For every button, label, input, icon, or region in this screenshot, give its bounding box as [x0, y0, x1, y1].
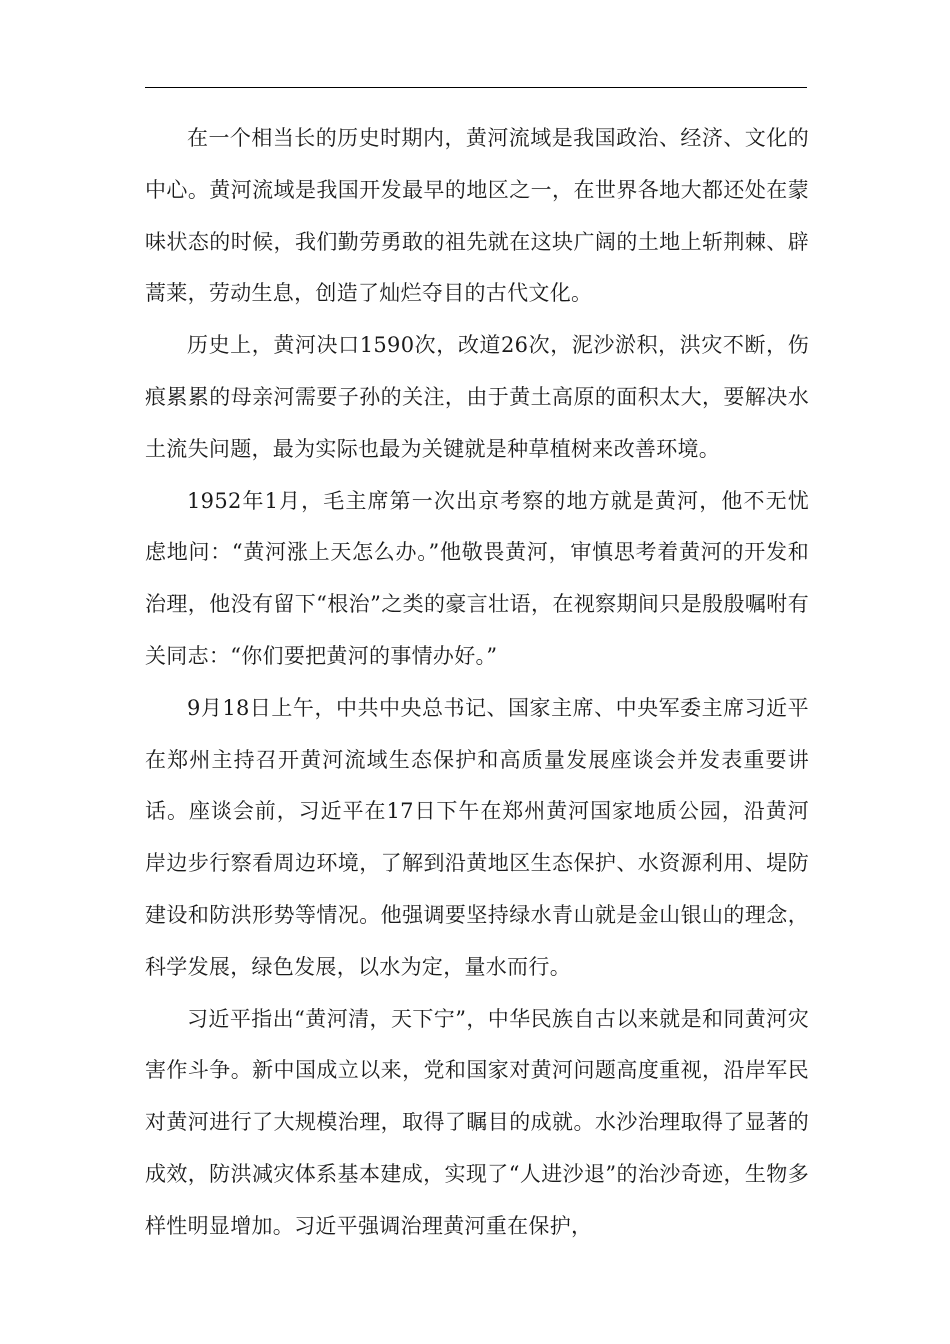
- paragraph-5: 习近平指出“黄河清，天下宁”，中华民族自古以来就是和同黄河灾害作斗争。新中国成立以来，党和国家对黄河问题高度重视，沿岸军民对黄河进行了大规模治理，取得了瞩目的成就。水沙治理取得了显著的成效，防洪减灾体系基本建成，实现了“人进沙退”的治沙奇迹，生物多样性明显增加。习近平强调治理黄河重在保护，: [145, 1006, 809, 1238]
- paragraph-1: 在一个相当长的历史时期内，黄河流域是我国政治、经济、文化的中心。黄河流域是我国开发最早的地区之一，在世界各地大都还处在蒙味状态的时候，我们勤劳勇敢的祖先就在这块广阔的土地上斩荆棘、辟蒿莱，劳动生息，创造了灿烂夺目的古代文化。: [145, 126, 809, 306]
- document-body: [145, 113, 809, 1253]
- paragraph-4: 9月18日上午，中共中央总书记、国家主席、中央军委主席习近平在郑州主持召开黄河流域生态保护和高质量发展座谈会并发表重要讲话。座谈会前，习近平在17日下午在郑州黄河国家地质公园，沿黄河岸边步行察看周边环境，了解到沿黄地区生态保护、水资源利用、堤防建设和防洪形势等情况。他强调要坚持绿水青山就是金山银山的理念，科学发展，绿色发展，以水为定，量水而行。: [145, 695, 809, 979]
- header-rule: [145, 87, 807, 88]
- paragraph-2: 历史上，黄河决口1590次，改道26次，泥沙淤积，洪灾不断，伤痕累累的母亲河需要子孙的关注，由于黄土高原的面积太大，要解决水土流失问题，最为实际也最为关键就是种草植树来改善环境。: [145, 333, 809, 461]
- paragraph-3: 1952年1月，毛主席第一次出京考察的地方就是黄河，他不无忧虑地问：“黄河涨上天怎么办。”他敬畏黄河，审慎思考着黄河的开发和治理，他没有留下“根治”之类的豪言壮语，在视察期间只是殷殷嘱咐有关同志：“你们要把黄河的事情办好。”: [145, 488, 809, 668]
